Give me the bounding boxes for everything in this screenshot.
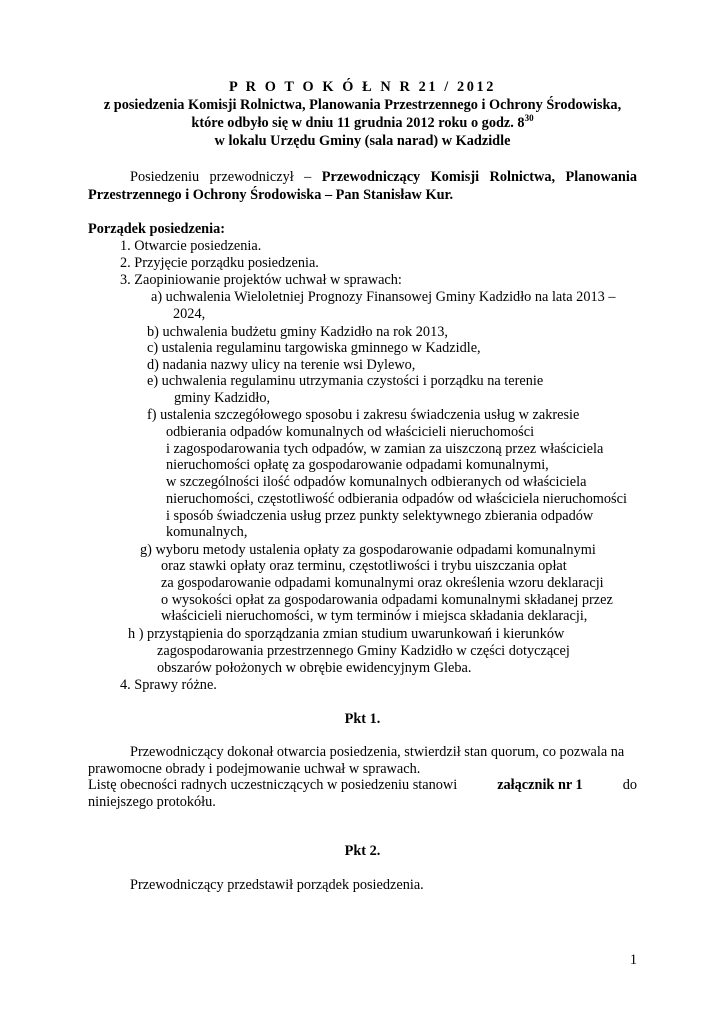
agenda-item-3: 3. Zaopiniowanie projektów uchwał w sprawach: [120, 272, 402, 288]
agenda-item-2: 2. Przyjęcie porządku posiedzenia. [120, 255, 319, 271]
header-line-2-text: które odbyło się w dniu 11 grudnia 2012 roku o godz. 8 [191, 115, 525, 131]
agenda-item-3f-line-3: i zagospodarowania tych odpadów, w zamian za uiszczoną przez właściciela [166, 441, 604, 457]
agenda-item-3f-line-5: w szczególności ilość odpadów komunalnych odbieranych od właściciela [166, 474, 587, 490]
header-time-superscript: 30 [524, 113, 534, 124]
pkt1-heading: Pkt 1. [344, 711, 381, 727]
agenda-item-3f-line-1: f) ustalenia szczegółowego sposobu i zakresu świadczenia usług w zakresie [147, 407, 580, 423]
agenda-item-3a-line-2: 2024, [173, 306, 206, 322]
intro-line-1 [88, 169, 637, 187]
agenda-item-3h-line-3: obszarów położonych w obrębie ewidencyjnym Gleba. [157, 660, 472, 676]
agenda-item-3f-line-6: nieruchomości, częstotliwość odbierania odpadów od właściciela nieruchomości [166, 491, 627, 507]
agenda-item-3g-line-4: o wysokości opłat za gospodarowania odpadami komunalnymi składanej przez [161, 592, 613, 608]
agenda-item-3h-line-1: h ) przystąpienia do sporządzania zmian studium uwarunkowań i kierunków [128, 626, 565, 642]
pkt1-attendance-do: do [622, 777, 637, 793]
agenda-item-3g-line-3: za gospodarowanie odpadami komunalnymi oraz określenia wzoru deklaracji [161, 575, 604, 591]
agenda-heading: Porządek posiedzenia: [88, 221, 226, 237]
pkt1-attachment-ref: załącznik nr 1 [497, 777, 583, 793]
pkt1-paragraph-2-line-2: niniejszego protokółu. [88, 794, 216, 810]
pkt2-heading: Pkt 2. [344, 843, 381, 859]
header-line-1: z posiedzenia Komisji Rolnictwa, Planowania Przestrzennego i Ochrony Środowiska, [103, 97, 622, 113]
pkt1-paragraph-1-line-1: Przewodniczący dokonał otwarcia posiedzenia, stwierdził stan quorum, co pozwala na [130, 744, 625, 760]
agenda-item-3f-line-7: i sposób świadczenia usług przez punkty selektywnego zbierania odpadów [166, 508, 594, 524]
pkt2-paragraph-1: Przewodniczący przedstawił porządek posiedzenia. [130, 877, 424, 893]
agenda-item-3c: c) ustalenia regulaminu targowiska gminnego w Kadzidle, [147, 340, 481, 356]
agenda-item-4: 4. Sprawy różne. [120, 677, 217, 693]
agenda-item-3f-line-4: nieruchomości opłatę za gospodarowanie odpadami komunalnymi, [166, 457, 549, 473]
agenda-item-3h-line-2: zagospodarowania przestrzennego Gminy Kadzidło w części dotyczącej [157, 643, 570, 659]
header-line-3: w lokalu Urzędu Gminy (sala narad) w Kadzidle [214, 133, 511, 149]
agenda-item-3g-line-1: g) wyboru metody ustalenia opłaty za gospodarowanie odpadami komunalnymi [140, 542, 596, 558]
pkt1-paragraph-2-line-1 [88, 777, 637, 795]
agenda-item-3e-line-2: gminy Kadzidło, [174, 390, 271, 406]
intro-bold-1: Przewodniczący Komisji Rolnictwa, Planowania [321, 169, 637, 185]
agenda-item-3f-line-2: odbierania odpadów komunalnych od właścicieli nieruchomości [166, 424, 535, 440]
agenda-item-1: 1. Otwarcie posiedzenia. [120, 238, 262, 254]
header-line-2 [60, 115, 665, 133]
pkt1-attendance-text: Listę obecności radnych uczestniczących w posiedzeniu stanowi [88, 777, 458, 793]
pkt1-paragraph-1-line-2: prawomocne obrady i podejmowanie uchwał w sprawach. [88, 761, 421, 777]
agenda-item-3f-line-8: komunalnych, [166, 524, 248, 540]
page-number: 1 [629, 952, 637, 968]
intro-plain: Posiedzeniu przewodniczył – [130, 169, 322, 185]
agenda-item-3g-line-5: właścicieli nieruchomości, w tym terminów i miejsca składania deklaracji, [161, 608, 588, 624]
agenda-item-3a-line-1: a) uchwalenia Wieloletniej Prognozy Finansowej Gminy Kadzidło na lata 2013 – [151, 289, 616, 305]
agenda-item-3g-line-2: oraz stawki opłaty oraz terminu, częstotliwości i trybu uiszczania opłat [161, 558, 567, 574]
agenda-item-3d: d) nadania nazwy ulicy na terenie wsi Dylewo, [147, 357, 416, 373]
agenda-item-3e-line-1: e) uchwalenia regulaminu utrzymania czystości i porządku na terenie [147, 373, 544, 389]
intro-bold-2: Przestrzennego i Ochrony Środowiska – Pan Stanisław Kur. [88, 187, 454, 203]
protocol-title: P R O T O K Ó Ł N R 21 / 2012 [228, 79, 497, 95]
agenda-item-3b: b) uchwalenia budżetu gminy Kadzidło na rok 2013, [147, 324, 448, 340]
